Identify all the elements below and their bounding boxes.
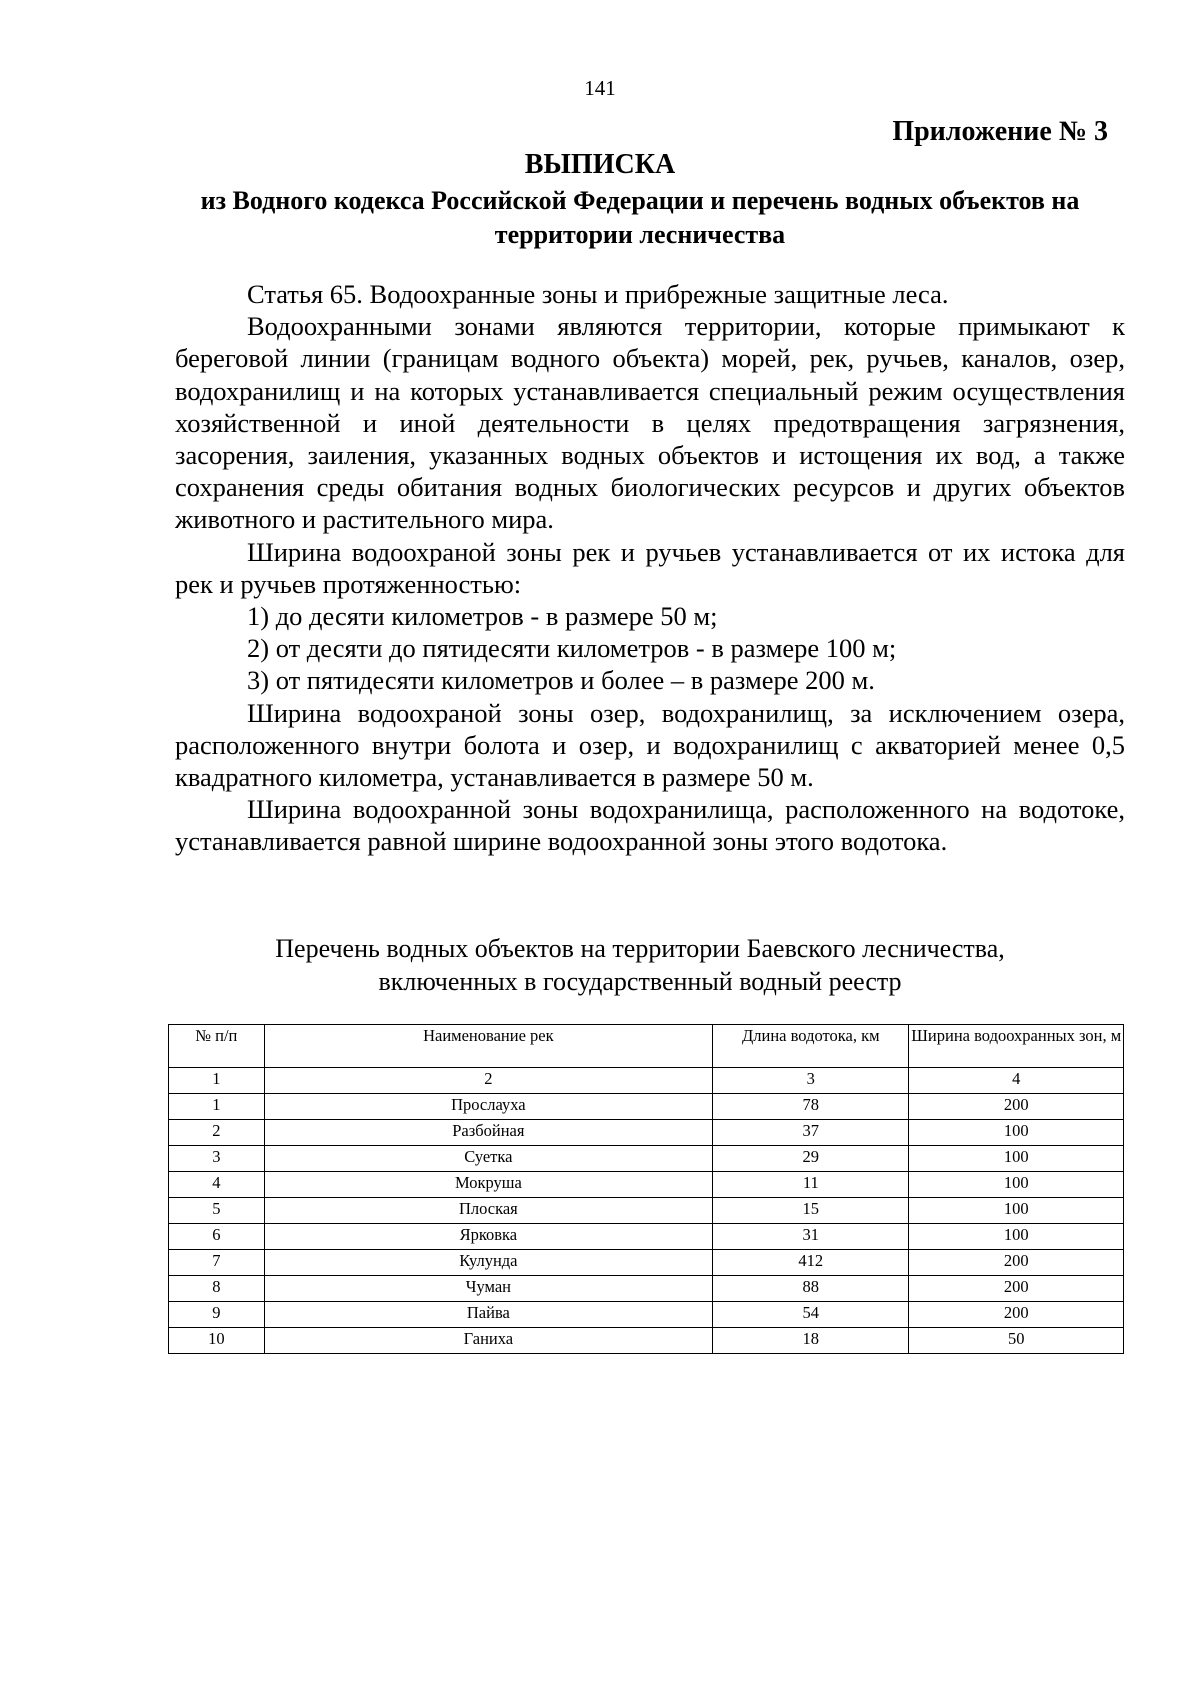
article-list-item: 2) от десяти до пятидесяти километров - в размере 100 м;: [247, 633, 897, 664]
table-row: [169, 1224, 1124, 1250]
zone-width: 100: [909, 1146, 1124, 1172]
river-name: Ярковка: [264, 1224, 712, 1250]
table-column-number-row: [169, 1068, 1124, 1094]
table-header-row: [169, 1025, 1124, 1068]
document-title: ВЫПИСКА: [524, 149, 676, 180]
zone-width: 100: [909, 1224, 1124, 1250]
column-number: 4: [909, 1068, 1124, 1094]
article-paragraph: Ширина водоохраной зоны рек и ручьев устанавливается от их истока для рек и ручьев протяженностью:: [175, 536, 1125, 599]
river-name: Разбойная: [264, 1120, 712, 1146]
list-title-line: включенных в государственный водный реестр: [378, 967, 902, 996]
table-row: [169, 1328, 1124, 1354]
article-paragraph: Ширина водоохраной зоны озер, водохранилищ, за исключением озера, расположенного внутри болота и озер, и водохранилищ с акваторией менее 0,5 квадратного километра, устанавливается в размере 50 м.: [175, 697, 1125, 793]
row-number: 4: [169, 1172, 265, 1198]
list-title: [160, 932, 1120, 998]
table-body: [169, 1094, 1124, 1354]
zone-width: 200: [909, 1094, 1124, 1120]
document-subtitle: из Водного кодекса Российской Федерации и перечень водных объектов на территории лесничества: [200, 186, 1080, 249]
table-row: [169, 1250, 1124, 1276]
river-name: Мокруша: [264, 1172, 712, 1198]
row-number: 3: [169, 1146, 265, 1172]
table-row: [169, 1172, 1124, 1198]
column-number: 2: [264, 1068, 712, 1094]
table-row: [169, 1198, 1124, 1224]
river-name: Чуман: [264, 1276, 712, 1302]
zone-width: 200: [909, 1250, 1124, 1276]
row-number: 6: [169, 1224, 265, 1250]
row-number: 10: [169, 1328, 265, 1354]
header-zone-width: Ширина водоохранных зон, м: [909, 1025, 1124, 1068]
table-row: [169, 1094, 1124, 1120]
article-paragraph: Водоохранными зонами являются территории, которые примыкают к береговой линии (границам водного объекта) морей, рек, ручьев, каналов, озер, водохранилищ и на которых устанавливается специальный режим осуществления хозяйственной и иной деятельности в целях предотвращения загрязнения, засорения, заиления, указанных водных объектов и истощения их вод, а также сохранения среды обитания водных биологических ресурсов и других объектов животного и растительного мира.: [175, 311, 1125, 535]
row-number: 2: [169, 1120, 265, 1146]
table-row: [169, 1276, 1124, 1302]
column-number: 3: [713, 1068, 909, 1094]
article-heading: Статья 65. Водоохранные зоны и прибрежные защитные леса.: [247, 279, 949, 309]
appendix-label: Приложение № 3: [892, 116, 1108, 147]
river-length: 15: [713, 1198, 909, 1224]
article-list-item: 1) до десяти километров - в размере 50 м;: [247, 601, 718, 632]
river-length: 54: [713, 1302, 909, 1328]
header-river-name: Наименование рек: [264, 1025, 712, 1068]
river-name: Кулунда: [264, 1250, 712, 1276]
river-length: 88: [713, 1276, 909, 1302]
water-objects-table: [168, 1024, 1124, 1354]
river-length: 29: [713, 1146, 909, 1172]
row-number: 9: [169, 1302, 265, 1328]
zone-width: 100: [909, 1172, 1124, 1198]
river-length: 31: [713, 1224, 909, 1250]
river-length: 18: [713, 1328, 909, 1354]
zone-width: 200: [909, 1276, 1124, 1302]
river-length: 11: [713, 1172, 909, 1198]
river-name: Ганиха: [264, 1328, 712, 1354]
river-name: Прослауха: [264, 1094, 712, 1120]
table-row: [169, 1120, 1124, 1146]
column-number: 1: [169, 1068, 265, 1094]
zone-width: 50: [909, 1328, 1124, 1354]
river-name: Плоская: [264, 1198, 712, 1224]
page-number: 141: [584, 76, 616, 100]
article-paragraph: Ширина водоохранной зоны водохранилища, расположенного на водотоке, устанавливается равной ширине водоохранной зоны этого водотока.: [175, 794, 1125, 857]
zone-width: 100: [909, 1198, 1124, 1224]
river-name: Пайва: [264, 1302, 712, 1328]
table-row: [169, 1302, 1124, 1328]
zone-width: 200: [909, 1302, 1124, 1328]
zone-width: 100: [909, 1120, 1124, 1146]
table-row: [169, 1146, 1124, 1172]
row-number: 1: [169, 1094, 265, 1120]
row-number: 8: [169, 1276, 265, 1302]
article-text: [175, 278, 1125, 858]
header-length: Длина водотока, км: [713, 1025, 909, 1068]
list-title-line: Перечень водных объектов на территории Баевского лесничества,: [275, 934, 1005, 963]
river-length: 37: [713, 1120, 909, 1146]
row-number: 7: [169, 1250, 265, 1276]
river-name: Суетка: [264, 1146, 712, 1172]
river-length: 412: [713, 1250, 909, 1276]
river-length: 78: [713, 1094, 909, 1120]
header-number: № п/п: [169, 1025, 265, 1068]
row-number: 5: [169, 1198, 265, 1224]
article-list-item: 3) от пятидесяти километров и более – в размере 200 м.: [247, 665, 875, 696]
